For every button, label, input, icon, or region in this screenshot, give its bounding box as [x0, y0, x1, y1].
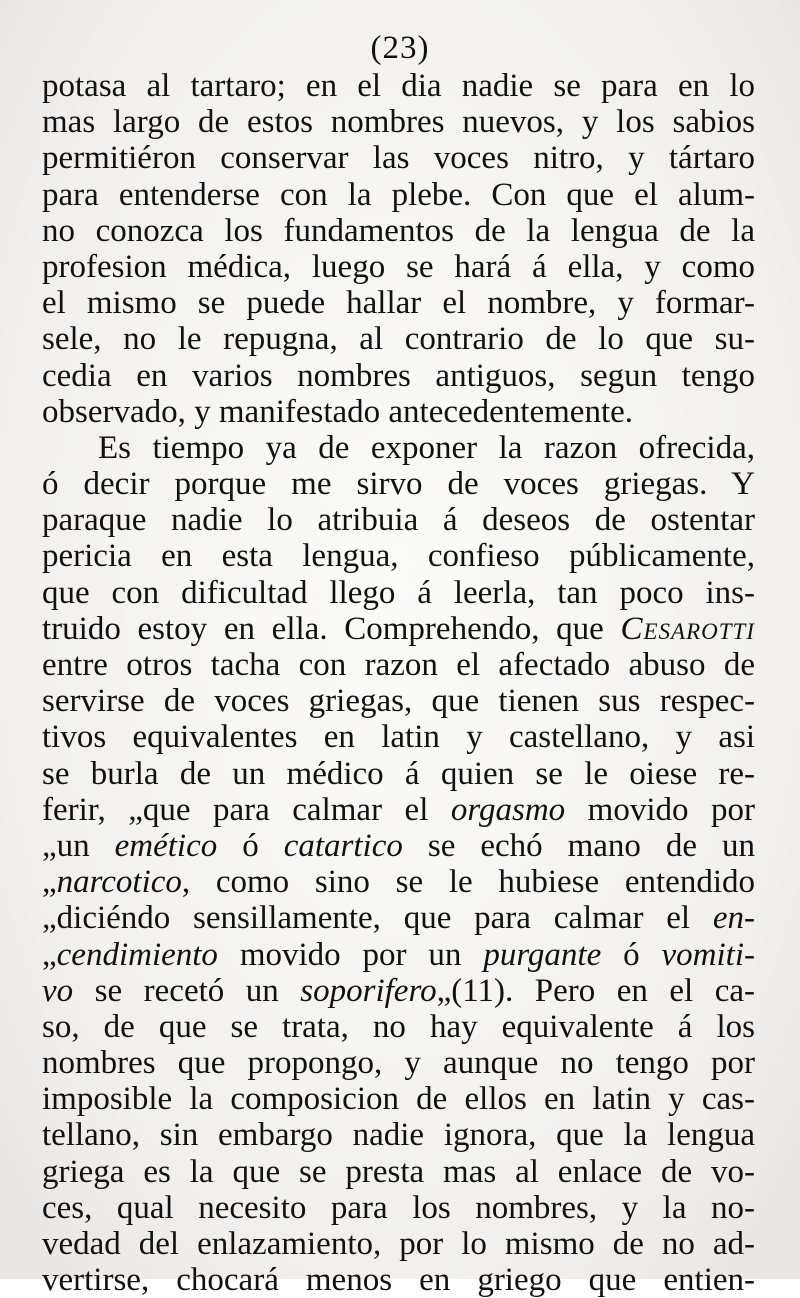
text-line: [42, 1009, 755, 1045]
text-line: [42, 900, 755, 936]
text-line: [42, 647, 755, 683]
text-line: [42, 756, 755, 792]
text-line: [42, 719, 755, 755]
text-line: [42, 1045, 755, 1081]
text-segment: ferir, „que para calmar el: [42, 791, 451, 828]
text-segment: so, de que se trata, no hay equivalente á los: [42, 1008, 755, 1045]
italic-term: catartico: [283, 827, 403, 864]
text-segment: „un: [42, 827, 115, 864]
italic-term: cendimiento: [56, 936, 218, 973]
text-segment: sele, no le repugna, al contrario de lo que su-: [42, 321, 755, 358]
text-line: [42, 140, 755, 176]
text-line: [42, 68, 755, 104]
italic-term: vomiti-: [661, 936, 756, 973]
text-line: [42, 1262, 755, 1298]
text-segment: ó decir porque me sirvo de voces griegas. Y: [42, 466, 755, 503]
text-segment: „: [42, 864, 57, 901]
text-line: [42, 466, 755, 502]
text-segment: vedad del enlazamiento, por lo mismo de no ad-: [42, 1226, 755, 1262]
italic-term: soporifero: [300, 972, 437, 1009]
text-segment: truido estoy en ella. Comprehendo, que: [42, 610, 621, 647]
text-line: [42, 792, 755, 828]
italic-term: purgante: [483, 936, 602, 973]
text-line: [42, 1226, 755, 1262]
text-line: [42, 1117, 755, 1153]
text-segment: observado, y manifestado antecedentemente.: [42, 393, 634, 430]
text-segment: vertirse, chocará menos en griego que entien-: [42, 1262, 755, 1298]
text-line: [42, 683, 755, 719]
text-line: [42, 285, 755, 321]
page-number: (23): [370, 30, 430, 66]
text-line: [42, 430, 755, 466]
text-segment: movido por: [565, 791, 755, 828]
text-segment: imposible la composicion de ellos en latin y cas-: [42, 1081, 755, 1118]
text-line: [42, 104, 755, 140]
text-line: [42, 1190, 755, 1226]
text-line: [42, 1154, 755, 1190]
text-segment: ces, qual necesito para los nombres, y la no-: [42, 1189, 755, 1226]
text-segment: movido por un: [217, 936, 484, 973]
text-line: [42, 177, 755, 213]
text-segment: mas largo de estos nombres nuevos, y los sabios: [42, 104, 755, 141]
text-segment: potasa al tartaro; en el dia nadie se para en lo: [42, 68, 755, 104]
text-segment: ó: [601, 936, 662, 973]
text-segment: se burla de un médico á quien se le oiese re-: [42, 755, 755, 792]
text-segment: tivos equivalentes en latin y castellano, y asi: [42, 719, 755, 756]
text-line: [42, 358, 755, 394]
italic-term: emético: [114, 827, 218, 864]
italic-term: narcotico: [56, 864, 182, 901]
text-line: [42, 611, 755, 647]
text-line: [42, 538, 755, 574]
text-segment: tellano, sin embargo nadie ignora, que la lengua: [42, 1117, 755, 1154]
text-segment: pericia en esta lengua, confieso públicamente,: [42, 538, 755, 575]
text-segment: para entenderse con la plebe. Con que el alum-: [42, 176, 755, 213]
text-segment: se recetó un: [73, 972, 301, 1009]
text-segment: , como sino se le hubiese entendido: [181, 864, 755, 901]
author-name: Cesarotti: [620, 610, 755, 647]
text-segment: paraque nadie lo atribuia á deseos de ostentar: [42, 502, 755, 539]
italic-term: orgasmo: [450, 791, 566, 828]
text-line: [42, 394, 755, 430]
text-segment: entre otros tacha con razon el afectado abuso de: [42, 647, 755, 683]
text-segment: „diciéndo sensillamente, que para calmar el: [42, 900, 713, 937]
italic-term: en-: [712, 900, 755, 937]
body-text: [42, 68, 755, 1298]
text-segment: el mismo se puede hallar el nombre, y formar-: [42, 285, 755, 322]
italic-term: vo: [42, 972, 74, 1009]
text-line: [42, 249, 755, 285]
text-segment: servirse de voces griegas, que tienen sus respec-: [42, 683, 755, 720]
text-line: [42, 213, 755, 249]
text-segment: griega es la que se presta mas al enlace de vo-: [42, 1153, 755, 1190]
text-line: [42, 973, 755, 1009]
text-line: [42, 864, 755, 900]
text-segment: profesion médica, luego se hará á ella, y como: [42, 248, 755, 285]
text-segment: se echó mano de un: [402, 827, 756, 864]
text-line: [42, 321, 755, 357]
text-segment: no conozca los fundamentos de la lengua de la: [42, 212, 755, 249]
text-segment: permitiéron conservar las voces nitro, y tártaro: [42, 140, 755, 177]
text-segment: cedia en varios nombres antiguos, segun tengo: [42, 357, 755, 394]
text-line: [42, 1081, 755, 1117]
text-segment: „: [42, 936, 57, 973]
text-line: [42, 575, 755, 611]
text-segment: ó: [217, 827, 284, 864]
text-segment: que con dificultad llego á leerla, tan poco ins-: [42, 574, 755, 611]
text-line: [42, 937, 755, 973]
text-line: [42, 502, 755, 538]
text-segment: nombres que propongo, y aunque no tengo por: [42, 1045, 755, 1082]
text-line: [42, 828, 755, 864]
text-segment: Es tiempo ya de exponer la razon ofrecida,: [98, 429, 755, 466]
text-segment: „(11). Pero en el ca-: [436, 972, 755, 1009]
